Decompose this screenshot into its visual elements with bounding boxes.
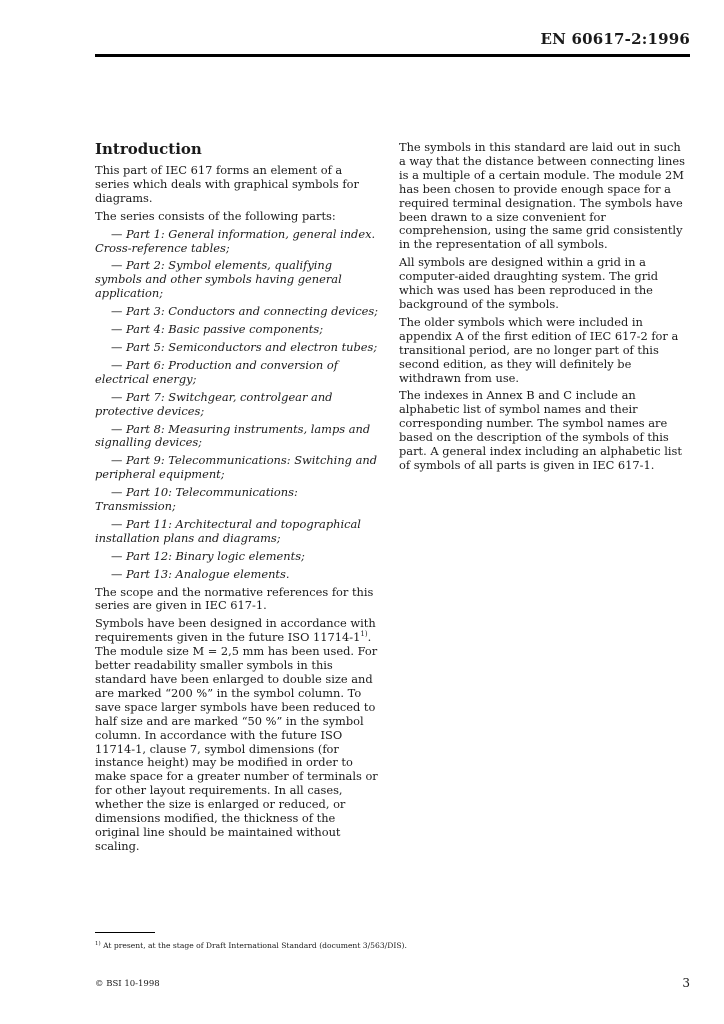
parts-list-item: [95, 568, 380, 582]
list-dash: —: [111, 516, 127, 531]
parts-list-item: [95, 486, 380, 514]
part-title: Part 9: Telecommunications: Switching and peripheral equipment;: [95, 453, 377, 482]
footnote-rule: [95, 932, 155, 933]
footnote-marker: 1): [95, 941, 101, 947]
parts-list: [95, 228, 380, 582]
intro-paragraph-4: [95, 617, 380, 853]
parts-list-item: [95, 259, 380, 301]
list-dash: —: [111, 322, 127, 337]
part-title: Part 13: Analogue elements.: [126, 566, 290, 581]
list-dash: —: [111, 258, 127, 273]
layout-paragraph: The symbols in this standard are laid out in such a way that the distance between connecting lines is a multiple of a certain module. The module 2M has been chosen to provide enough space for a required terminal designation. The symbols have been drawn to a size convenient for comprehension, using the same grid consistently in the representation of all symbols.: [399, 140, 685, 252]
list-dash: —: [111, 566, 127, 581]
footnote-reference[interactable]: 1): [360, 630, 368, 639]
list-dash: —: [111, 339, 127, 354]
parts-list-item: [95, 359, 380, 387]
parts-list-item: [95, 305, 380, 319]
parts-list-item: [95, 454, 380, 482]
part-title: Part 6: Production and conversion of electrical energy;: [95, 357, 338, 386]
list-dash: —: [111, 421, 127, 436]
part-title: Part 11: Architectural and topographical installation plans and diagrams;: [95, 516, 361, 545]
intro-paragraph-2: The series consists of the following parts:: [95, 208, 336, 223]
list-dash: —: [111, 226, 127, 241]
right-column: [399, 141, 689, 477]
older-symbols-paragraph: The older symbols which were included in appendix A of the first edition of IEC 617-2 for a transitional period, are no longer part of this second edition, as they will definitely be withdrawn from use.: [399, 314, 679, 385]
footnote-text: At present, at the stage of Draft International Standard (document 3/563/DIS).: [100, 941, 407, 950]
list-dash: —: [111, 485, 127, 500]
parts-list-item: [95, 228, 380, 256]
list-dash: —: [111, 357, 127, 372]
intro-paragraph-3: The scope and the normative references for this series are given in IEC 617-1.: [95, 584, 374, 613]
list-dash: —: [111, 304, 127, 319]
p4-end: . The module size M = 2,5 mm has been used. For better readability smaller symbols in this standard have been enlarged to double size and are marked “200 %” in the symbol column. To save space larger symbols have been reduced to half size and are marked “50 %” in the symbol column. In accordance with the future ISO 11714-1, clause 7, symbol dimensions (for instance height) may be modified in order to make space for a greater number of terminals or for other layout requirements. In all cases, whether the size is enlarged or reduced, or dimensions modified, the thickness of the original line should be maintained without scaling.: [95, 630, 378, 853]
parts-list-item: [95, 550, 380, 564]
left-column: [95, 140, 380, 858]
page-number: 3: [682, 976, 690, 990]
parts-list-item: [95, 323, 380, 337]
p4-start: Symbols have been designed in accordance with requirements given in the future ISO 11714-1: [95, 616, 376, 645]
indexes-paragraph: The indexes in Annex B and C include an alphabetic list of symbol names and their corresponding number. The symbol names are based on the description of the symbols of this part. A general index including an alphabetic list of symbols of all parts is given in IEC 617-1.: [399, 388, 682, 472]
header-rule: [95, 54, 690, 57]
part-title: Part 1: General information, general index. Cross-reference tables;: [95, 226, 376, 255]
part-title: Part 2: Symbol elements, qualifying symbols and other symbols having general application;: [95, 258, 342, 301]
parts-list-item: [95, 341, 380, 355]
list-dash: —: [111, 389, 127, 404]
parts-list-item: [95, 518, 380, 546]
parts-list-item: [95, 423, 380, 451]
part-title: Part 3: Conductors and connecting devices;: [126, 304, 379, 319]
section-heading: Introduction: [95, 140, 202, 158]
list-dash: —: [111, 548, 127, 563]
part-title: Part 4: Basic passive components;: [126, 322, 324, 337]
part-title: Part 10: Telecommunications: Transmission;: [95, 485, 298, 514]
grid-paragraph: All symbols are designed within a grid in a computer-aided draughting system. The grid which was used has been reproduced in the background of the symbols.: [399, 255, 659, 311]
part-title: Part 5: Semiconductors and electron tubes;: [126, 339, 378, 354]
document-id: EN 60617-2:1996: [540, 30, 690, 48]
copyright: © BSI 10-1998: [95, 979, 160, 989]
part-title: Part 8: Measuring instruments, lamps and signalling devices;: [95, 421, 371, 450]
list-dash: —: [111, 453, 127, 468]
footnote: [95, 941, 407, 951]
parts-list-item: [95, 391, 380, 419]
intro-paragraph-1: This part of IEC 617 forms an element of a series which deals with graphical symbols for diagrams.: [95, 163, 359, 205]
part-title: Part 7: Switchgear, controlgear and protective devices;: [95, 389, 333, 418]
part-title: Part 12: Binary logic elements;: [126, 548, 305, 563]
